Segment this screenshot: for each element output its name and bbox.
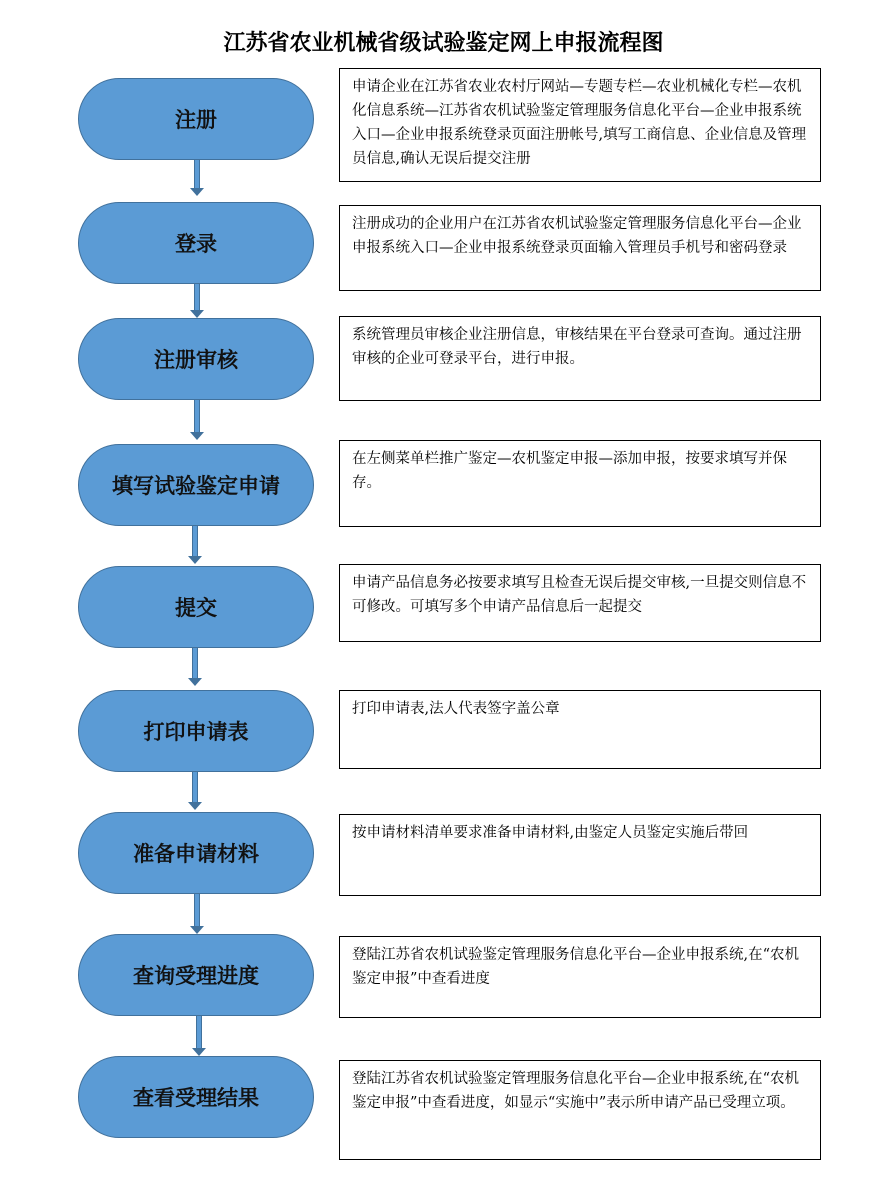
step-prepare-materials: 准备申请材料	[78, 812, 314, 894]
step-registration-review: 注册审核	[78, 318, 314, 400]
step-submit: 提交	[78, 566, 314, 648]
flow-arrow	[190, 894, 204, 934]
step-fill-application-description: 在左侧菜单栏推广鉴定—农机鉴定申报—添加申报，按要求填写并保存。	[339, 440, 821, 527]
flow-arrow	[190, 284, 204, 318]
flow-arrow	[188, 772, 202, 810]
step-view-result: 查看受理结果	[78, 1056, 314, 1138]
step-login: 登录	[78, 202, 314, 284]
step-submit-description: 申请产品信息务必按要求填写且检查无误后提交审核,一旦提交则信息不可修改。可填写多个申请产品信息后一起提交	[339, 564, 821, 642]
flow-arrow	[188, 648, 202, 686]
flow-arrow	[188, 526, 202, 564]
step-fill-application: 填写试验鉴定申请	[78, 444, 314, 526]
step-view-result-description: 登陆江苏省农机试验鉴定管理服务信息化平台—企业申报系统,在“农机鉴定申报”中查看进度，如显示“实施中”表示所申请产品已受理立项。	[339, 1060, 821, 1160]
flow-arrow	[192, 1016, 206, 1056]
step-register: 注册	[78, 78, 314, 160]
step-print-form: 打印申请表	[78, 690, 314, 772]
step-prepare-materials-description: 按申请材料清单要求准备申请材料,由鉴定人员鉴定实施后带回	[339, 814, 821, 896]
flow-arrow	[190, 160, 204, 196]
step-check-progress: 查询受理进度	[78, 934, 314, 1016]
step-registration-review-description: 系统管理员审核企业注册信息，审核结果在平台登录可查询。通过注册审核的企业可登录平台，进行申报。	[339, 316, 821, 401]
page-title: 江苏省农业机械省级试验鉴定网上申报流程图	[223, 30, 664, 56]
step-check-progress-description: 登陆江苏省农机试验鉴定管理服务信息化平台—企业申报系统,在“农机鉴定申报”中查看进度	[339, 936, 821, 1018]
flow-arrow	[190, 400, 204, 440]
step-register-description: 申请企业在江苏省农业农村厅网站—专题专栏—农业机械化专栏—农机化信息系统—江苏省农机试验鉴定管理服务信息化平台—企业申报系统入口—企业申报系统登录页面注册帐号,填写工商信息、企业信息及管理员信息,确认无误后提交注册	[339, 68, 821, 182]
step-login-description: 注册成功的企业用户在江苏省农机试验鉴定管理服务信息化平台—企业申报系统入口—企业申报系统登录页面输入管理员手机号和密码登录	[339, 205, 821, 291]
step-print-form-description: 打印申请表,法人代表签字盖公章	[339, 690, 821, 769]
